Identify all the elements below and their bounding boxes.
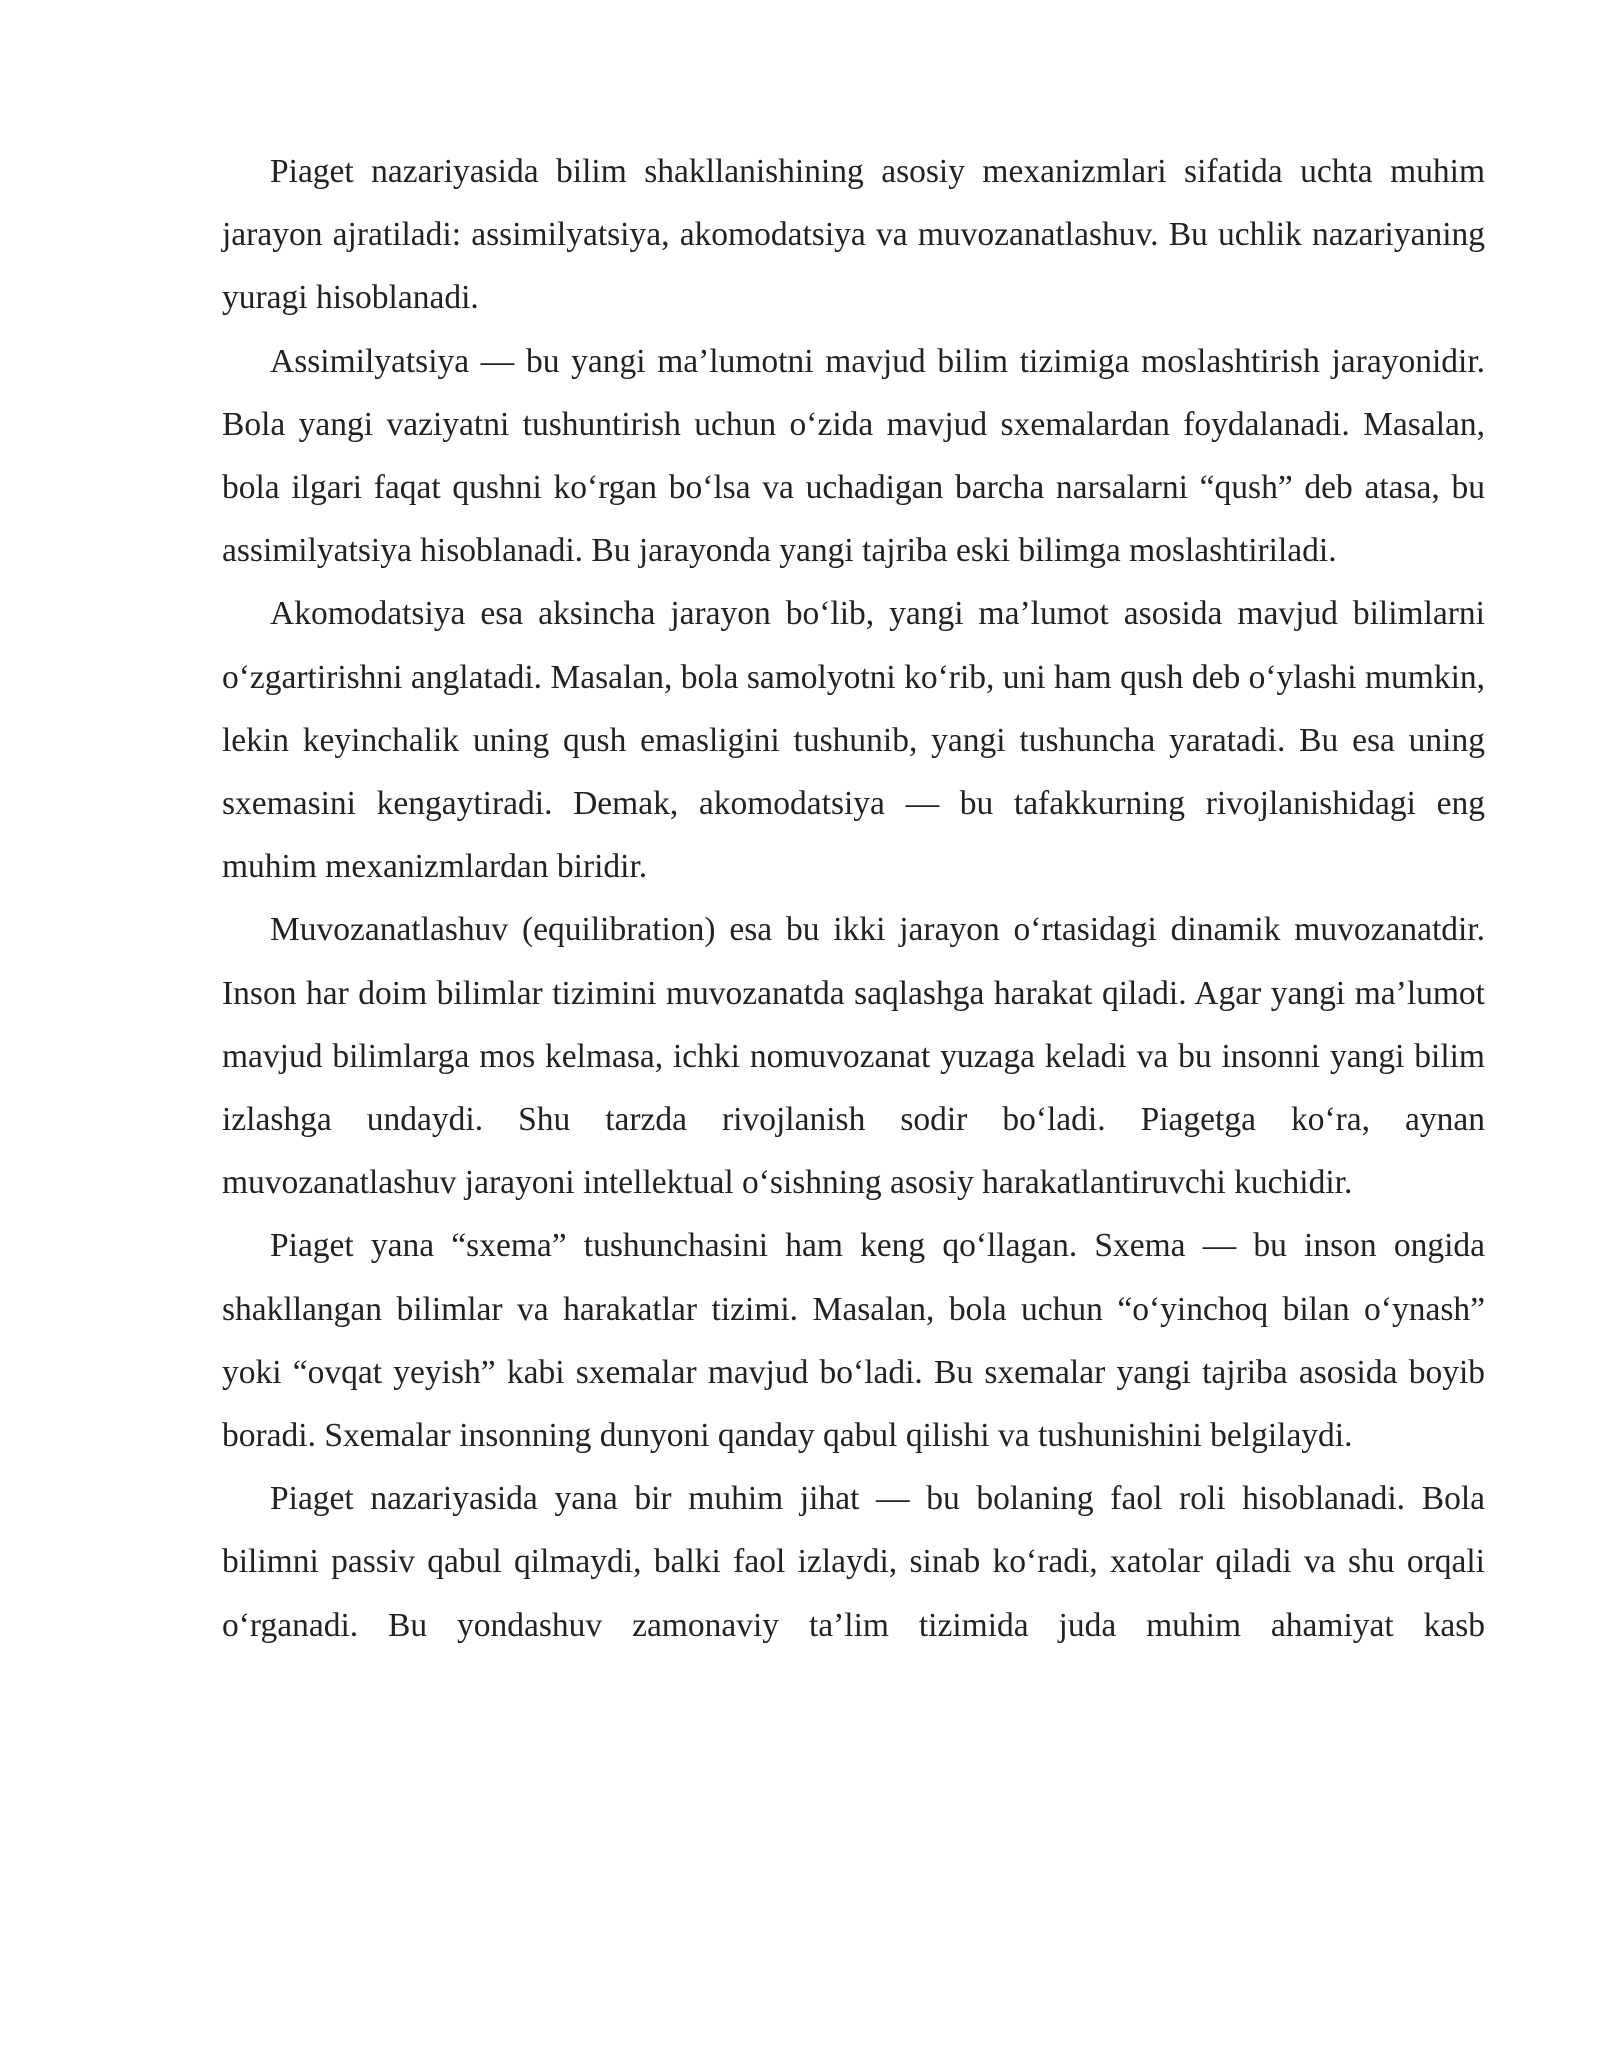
- paragraph-equilibration: Muvozanatlashuv (equilibration) esa bu ikki jarayon o‘rtasidagi dinamik muvozanatdir. Inson har doim bilimlar tizimini muvozanatda saqlashga harakat qiladi. Agar yangi ma’lumot mavjud bilimlarga mos kelmasa, ichki nomuvozanat yuzaga keladi va bu insonni yangi bilim izlashga undaydi. Shu tarzda rivojlanish sodir bo‘ladi. Piagetga ko‘ra, aynan muvozanatlashuv jarayoni intellektual o‘sishning asosiy harakatlantiruvchi kuchidir.: [222, 911, 1485, 1202]
- document-body: [222, 140, 1485, 1657]
- paragraph-accommodation: Akomodatsiya esa aksincha jarayon bo‘lib, yangi ma’lumot asosida mavjud bilimlarni o‘zgartirishni anglatadi. Masalan, bola samolyotni ko‘rib, uni ham qush deb o‘ylashi mumkin, lekin keyinchalik uning qush emasligini tushunib, yangi tushuncha yaratadi. Bu esa uning sxemasini kengaytiradi. Demak, akomodatsiya — bu tafakkurning rivojlanishidagi eng muhim mexanizmlardan biridir.: [222, 595, 1485, 886]
- paragraph-schema: Piaget yana “sxema” tushunchasini ham keng qo‘llagan. Sxema — bu inson ongida shakllangan bilimlar va harakatlar tizimi. Masalan, bola uchun “o‘yinchoq bilan o‘ynash” yoki “ovqat yeyish” kabi sxemalar mavjud bo‘ladi. Bu sxemalar yangi tajriba asosida boyib boradi. Sxemalar insonning dunyoni qanday qabul qilishi va tushunishini belgilaydi.: [222, 1227, 1485, 1455]
- paragraph-cognitive-mechanisms: Piaget nazariyasida bilim shakllanishining asosiy mexanizmlari sifatida uchta muhim jarayon ajratiladi: assimilyatsiya, akomodatsiya va muvozanatlashuv. Bu uchlik nazariyaning yuragi hisoblanadi.: [222, 153, 1485, 317]
- paragraph-assimilation: Assimilyatsiya — bu yangi ma’lumotni mavjud bilim tizimiga moslashtirish jarayonidir. Bola yangi vaziyatni tushuntirish uchun o‘zida mavjud sxemalardan foydalanadi. Masalan, bola ilgari faqat qushni ko‘rgan bo‘lsa va uchadigan barcha narsalarni “qush” deb atasa, bu assimilyatsiya hisoblanadi. Bu jarayonda yangi tajriba eski bilimga moslashtiriladi.: [222, 342, 1485, 570]
- paragraph-active-role: Piaget nazariyasida yana bir muhim jihat — bu bolaning faol roli hisoblanadi. Bola bilimni passiv qabul qilmaydi, balki faol izlaydi, sinab ko‘radi, xatolar qiladi va shu orqali o‘rganadi. Bu yondashuv zamonaviy ta’lim tizimida juda muhim ahamiyat kasb: [222, 1480, 1485, 1644]
